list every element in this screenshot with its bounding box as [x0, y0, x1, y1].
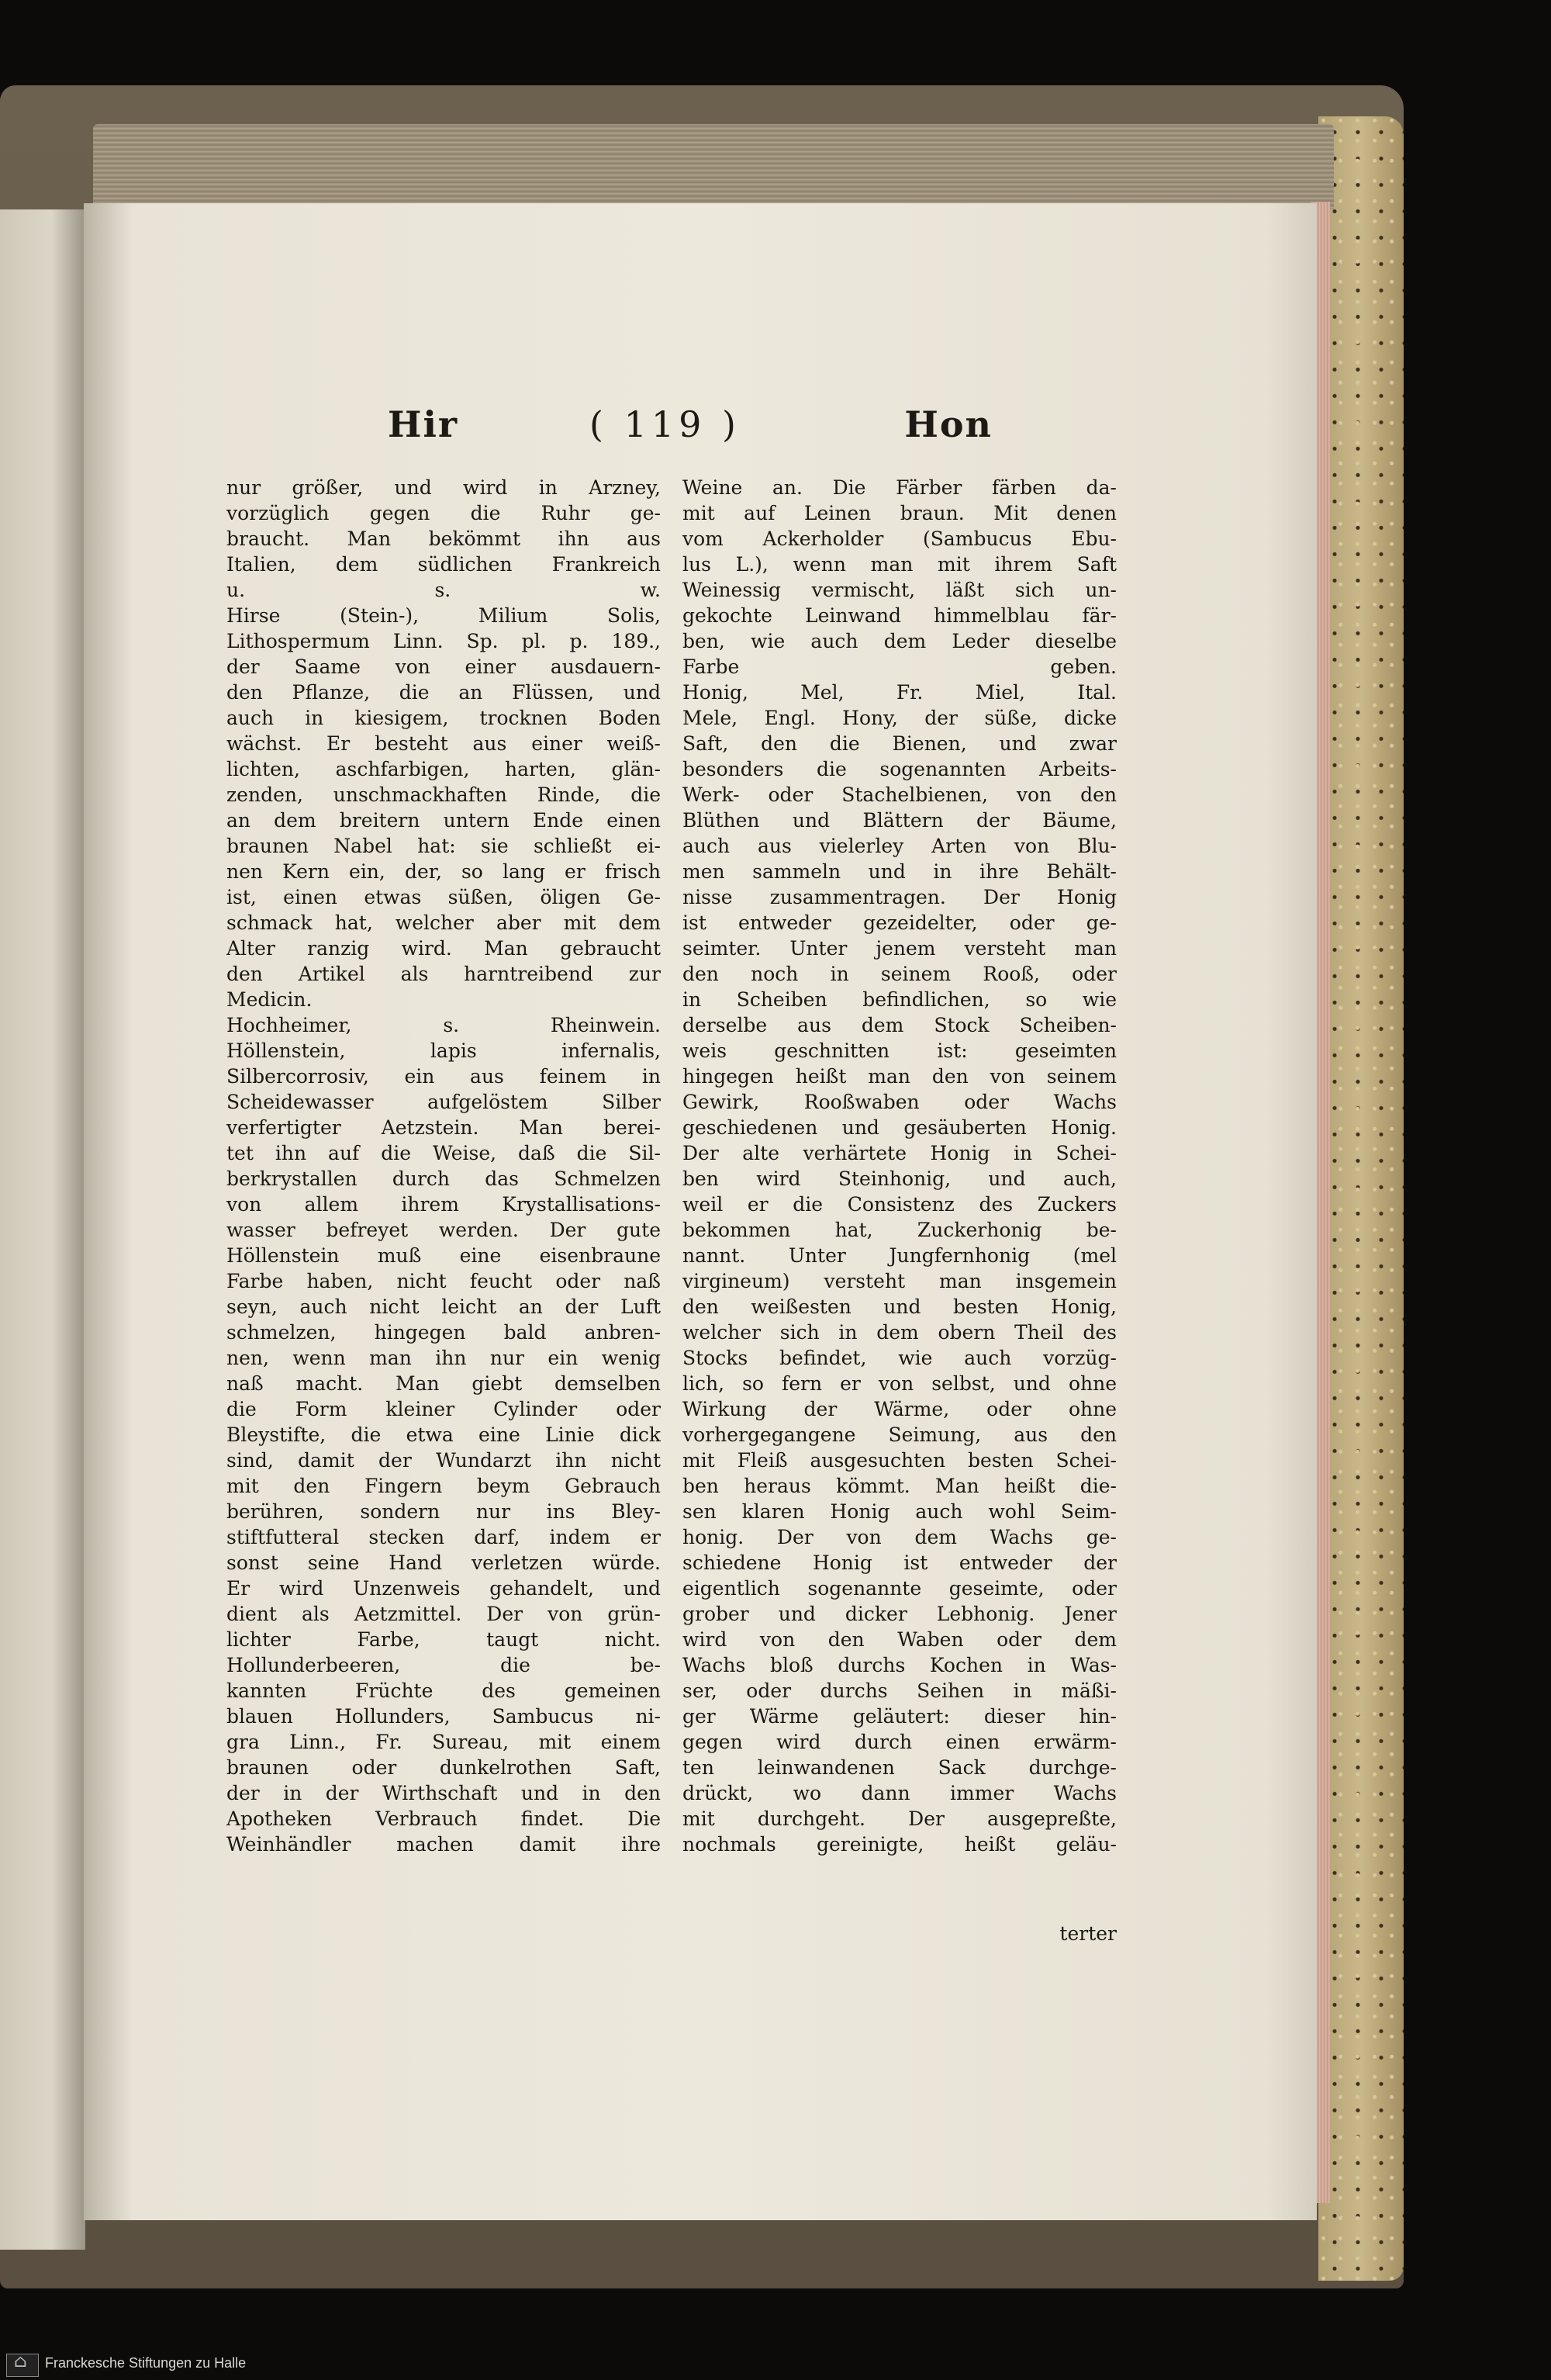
- text-line: mit Fleiß ausgesuchten besten Schei-: [682, 1449, 1117, 1472]
- text-line: virgineum) versteht man insgemein: [682, 1270, 1117, 1292]
- text-line: Hollunderbeeren, die be-: [226, 1654, 661, 1676]
- text-line: schmack hat, welcher aber mit dem: [226, 912, 661, 934]
- text-line: gegen wird durch einen erwärm-: [682, 1731, 1117, 1753]
- text-line: Saft, den die Bienen, und zwar: [682, 732, 1117, 755]
- page-block-top-edge: [93, 124, 1334, 209]
- text-line: ser, oder durchs Seihen in mäßi-: [682, 1679, 1117, 1702]
- institution-logo-icon: [6, 2354, 39, 2377]
- text-line: ben, wie auch dem Leder dieselbe: [682, 630, 1117, 652]
- text-line: Honig, Mel, Fr. Miel, Ital.: [682, 681, 1117, 704]
- text-line: dient als Aetzmittel. Der von grün-: [226, 1603, 661, 1625]
- text-line: Medicin.: [226, 988, 313, 1011]
- text-line: Apotheken Verbrauch findet. Die: [226, 1807, 661, 1830]
- text-line: Weinhändler machen damit ihre: [226, 1833, 661, 1856]
- text-line: vorhergegangene Seimung, aus den: [682, 1424, 1117, 1446]
- facing-page-edge: [0, 209, 85, 2250]
- text-line: tet ihn auf die Weise, daß die Sil-: [226, 1142, 661, 1164]
- text-line: Mele, Engl. Hony, der süße, dicke: [682, 707, 1117, 729]
- text-line: lichter Farbe, taugt nicht.: [226, 1628, 661, 1651]
- text-line: wasser befreyet werden. Der gute: [226, 1219, 661, 1241]
- text-line: men sammeln und in ihre Behält-: [682, 860, 1117, 883]
- text-line: nen, wenn man ihn nur ein wenig: [226, 1347, 661, 1369]
- text-line: wird von den Waben oder dem: [682, 1628, 1117, 1651]
- text-line: Werk- oder Stachelbienen, von den: [682, 784, 1117, 806]
- text-line: verfertigter Aetzstein. Man berei-: [226, 1116, 661, 1139]
- text-line: schmelzen, hingegen bald anbren-: [226, 1321, 661, 1344]
- text-line: Der alte verhärtete Honig in Schei-: [682, 1142, 1117, 1164]
- footer-credit: Franckesche Stiftungen zu Halle: [45, 2355, 247, 2371]
- text-line: Italien, dem südlichen Frankreich: [226, 553, 661, 576]
- text-line: Höllenstein muß eine eisenbraune: [226, 1244, 661, 1267]
- text-line: Hirse (Stein-), Milium Solis,: [226, 604, 661, 627]
- text-line: gekochte Leinwand himmelblau fär-: [682, 604, 1117, 627]
- text-line: den Pflanze, die an Flüssen, und: [226, 681, 661, 704]
- text-line: welcher sich in dem obern Theil des: [682, 1321, 1117, 1344]
- running-head-right: Hon: [904, 403, 993, 445]
- text-line: weil er die Consistenz des Zuckers: [682, 1193, 1117, 1216]
- text-line: den noch in seinem Rooß, oder: [682, 963, 1117, 985]
- text-line: braucht. Man bekömmt ihn aus: [226, 528, 661, 550]
- text-line: in Scheiben befindlichen, so wie: [682, 988, 1117, 1011]
- text-line: besonders die sogenannten Arbeits-: [682, 758, 1117, 780]
- text-line: berkrystallen durch das Schmelzen: [226, 1168, 661, 1190]
- text-line: lus L.), wenn man mit ihrem Saft: [682, 553, 1117, 576]
- text-line: Alter ranzig wird. Man gebraucht: [226, 937, 661, 960]
- text-line: stiftfutteral stecken darf, indem er: [226, 1526, 661, 1548]
- text-line: braunen Nabel hat: sie schließt ei-: [226, 835, 661, 857]
- text-line: nannt. Unter Jungfernhonig (mel: [682, 1244, 1117, 1267]
- text-line: lich, so fern er von selbst, und ohne: [682, 1372, 1117, 1395]
- text-line: von allem ihrem Krystallisations-: [226, 1193, 661, 1216]
- text-line: seimter. Unter jenem versteht man: [682, 937, 1117, 960]
- text-line: ger Wärme geläutert: dieser hin-: [682, 1705, 1117, 1728]
- text-line: ist entweder gezeidelter, oder ge-: [682, 912, 1117, 934]
- text-line: gra Linn., Fr. Sureau, mit einem: [226, 1731, 661, 1753]
- text-line: schiedene Honig ist entweder der: [682, 1551, 1117, 1574]
- right-text-column: [682, 475, 1117, 1857]
- text-line: drückt, wo dann immer Wachs: [682, 1782, 1117, 1804]
- text-line: der in der Wirthschaft und in den: [226, 1782, 661, 1804]
- text-line: an dem breitern untern Ende einen: [226, 809, 661, 832]
- text-line: mit den Fingern beym Gebrauch: [226, 1475, 661, 1497]
- text-line: Höllenstein, lapis infernalis,: [226, 1040, 661, 1062]
- running-head-left: Hir: [388, 403, 459, 445]
- footer-bar: [0, 2347, 1551, 2380]
- left-text-column: [226, 475, 661, 1857]
- text-line: u. s. w.: [226, 579, 661, 601]
- text-line: geschiedenen und gesäuberten Honig.: [682, 1116, 1117, 1139]
- catchword: terter: [1059, 1922, 1117, 1945]
- text-line: auch aus vielerley Arten von Blu-: [682, 835, 1117, 857]
- text-line: vom Ackerholder (Sambucus Ebu-: [682, 528, 1117, 550]
- text-line: Blüthen und Blättern der Bäume,: [682, 809, 1117, 832]
- text-line: Wachs bloß durchs Kochen in Was-: [682, 1654, 1117, 1676]
- text-line: sen klaren Honig auch wohl Seim-: [682, 1500, 1117, 1523]
- text-line: ben heraus kömmt. Man heißt die-: [682, 1475, 1117, 1497]
- text-line: lichten, aschfarbigen, harten, glän-: [226, 758, 661, 780]
- text-line: blauen Hollunders, Sambucus ni-: [226, 1705, 661, 1728]
- text-line: hingegen heißt man den von seinem: [682, 1065, 1117, 1088]
- text-line: nisse zusammentragen. Der Honig: [682, 886, 1117, 908]
- text-line: zenden, unschmackhaften Rinde, die: [226, 784, 661, 806]
- text-line: den weißesten und besten Honig,: [682, 1296, 1117, 1318]
- text-line: Gewirk, Rooßwaben oder Wachs: [682, 1091, 1117, 1113]
- text-line: ten leinwandenen Sack durchge-: [682, 1756, 1117, 1779]
- text-line: berühren, sondern nur ins Bley-: [226, 1500, 661, 1523]
- text-line: grober und dicker Lebhonig. Jener: [682, 1603, 1117, 1625]
- text-line: Er wird Unzenweis gehandelt, und: [226, 1577, 661, 1600]
- text-line: Farbe geben.: [682, 656, 1117, 678]
- text-line: nur größer, und wird in Arzney,: [226, 476, 661, 499]
- text-line: den Artikel als harntreibend zur: [226, 963, 661, 985]
- text-line: sonst seine Hand verletzen würde.: [226, 1551, 661, 1574]
- text-line: naß macht. Man giebt demselben: [226, 1372, 661, 1395]
- text-line: nochmals gereinigte, heißt geläu-: [682, 1833, 1117, 1856]
- text-line: wächst. Er besteht aus einer weiß-: [226, 732, 661, 755]
- text-line: Bleystifte, die etwa eine Linie dick: [226, 1424, 661, 1446]
- page-number: ( 119 ): [589, 403, 741, 445]
- text-line: weis geschnitten ist: geseimten: [682, 1040, 1117, 1062]
- text-line: der Saame von einer ausdauern-: [226, 656, 661, 678]
- text-line: Farbe haben, nicht feucht oder naß: [226, 1270, 661, 1292]
- book-cover-edge: [1318, 116, 1404, 2281]
- text-line: Hochheimer, s. Rheinwein.: [226, 1014, 661, 1036]
- text-line: eigentlich sogenannte geseimte, oder: [682, 1577, 1117, 1600]
- text-line: die Form kleiner Cylinder oder: [226, 1398, 661, 1420]
- text-line: Silbercorrosiv, ein aus feinem in: [226, 1065, 661, 1088]
- text-line: ist, einen etwas süßen, öligen Ge-: [226, 886, 661, 908]
- text-line: derselbe aus dem Stock Scheiben-: [682, 1014, 1117, 1036]
- running-head: [388, 403, 993, 458]
- text-line: bekommen hat, Zuckerhonig be-: [682, 1219, 1117, 1241]
- text-line: nen Kern ein, der, so lang er frisch: [226, 860, 661, 883]
- text-line: Wirkung der Wärme, oder ohne: [682, 1398, 1117, 1420]
- text-line: Lithospermum Linn. Sp. pl. p. 189.,: [226, 630, 661, 652]
- text-line: ben wird Steinhonig, und auch,: [682, 1168, 1117, 1190]
- text-line: Weine an. Die Färber färben da-: [682, 476, 1117, 499]
- text-line: mit durchgeht. Der ausgepreßte,: [682, 1807, 1117, 1830]
- text-line: Stocks befindet, wie auch vorzüg-: [682, 1347, 1117, 1369]
- text-line: mit auf Leinen braun. Mit denen: [682, 502, 1117, 524]
- text-line: braunen oder dunkelrothen Saft,: [226, 1756, 661, 1779]
- text-line: vorzüglich gegen die Ruhr ge-: [226, 502, 661, 524]
- text-line: Weinessig vermischt, läßt sich un-: [682, 579, 1117, 601]
- text-line: seyn, auch nicht leicht an der Luft: [226, 1296, 661, 1318]
- text-line: auch in kiesigem, trocknen Boden: [226, 707, 661, 729]
- text-line: Scheidewasser aufgelöstem Silber: [226, 1091, 661, 1113]
- text-line: sind, damit der Wundarzt ihn nicht: [226, 1449, 661, 1472]
- text-line: kannten Früchte des gemeinen: [226, 1679, 661, 1702]
- text-line: honig. Der von dem Wachs ge-: [682, 1526, 1117, 1548]
